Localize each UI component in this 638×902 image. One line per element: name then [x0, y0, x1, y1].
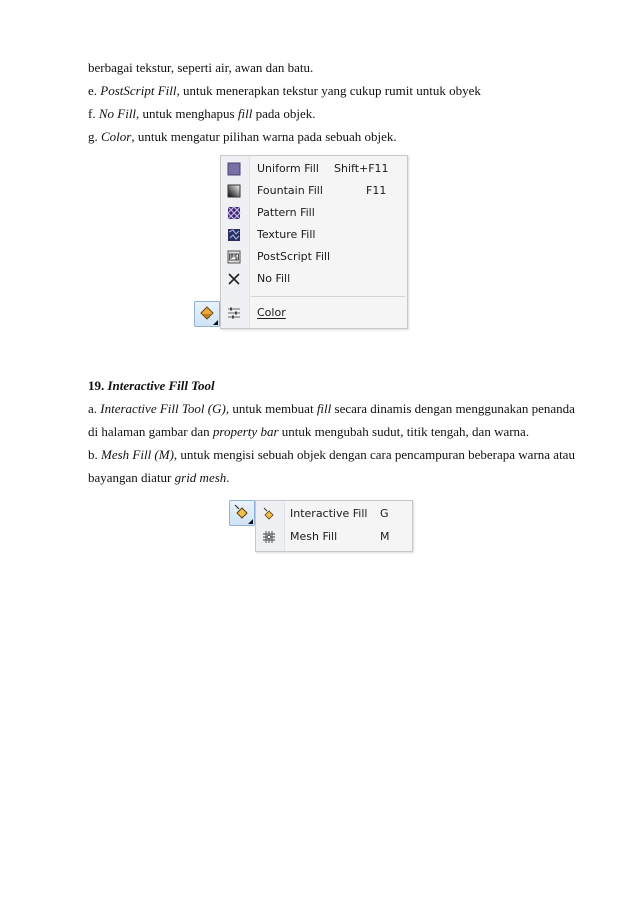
menu-item-shortcut: G — [380, 507, 389, 520]
item-b-term: Mesh Fill (M) — [101, 447, 174, 462]
menu-item-mesh-fill[interactable] — [256, 526, 412, 548]
menu-item-no-fill[interactable] — [221, 268, 407, 290]
item-b-prefix: b. — [88, 447, 101, 462]
item-e-prefix: e. — [88, 83, 101, 98]
item-f-mid: , untuk menghapus — [136, 106, 238, 121]
section-19-heading — [88, 378, 608, 394]
paragraph-item-b — [88, 447, 608, 463]
mesh-fill-icon — [262, 530, 276, 544]
menu-item-label: PostScript Fill — [257, 250, 331, 263]
menu-item-uniform-fill[interactable] — [221, 158, 407, 180]
item-e-term: PostScript Fill — [100, 83, 177, 98]
paragraph-item-a — [88, 401, 608, 417]
interactive-fill-tool-button[interactable] — [229, 500, 255, 526]
interactive-fill-flyout-menu — [229, 500, 412, 552]
fill-menu-panel — [220, 155, 408, 329]
item-f-term: No Fill — [98, 106, 137, 121]
interactive-fill-icon — [262, 507, 276, 521]
heading-title: Interactive Fill Tool — [107, 378, 215, 393]
item-a-line2-text: untuk mengubah sudut, titik tengah, dan warna. — [278, 424, 530, 439]
menu-item-label: Color — [257, 306, 286, 319]
menu-item-label: Uniform Fill — [257, 162, 319, 175]
menu-item-label: Pattern Fill — [257, 206, 315, 219]
item-a-text: secara dinamis dengan menggunakan penanda — [331, 401, 575, 416]
menu-item-label: Interactive Fill — [290, 507, 368, 520]
paragraph-line-1 — [88, 60, 608, 76]
heading-number: 19. — [88, 378, 108, 393]
item-e-text: , untuk menerapkan tekstur yang cukup rumit untuk obyek — [176, 83, 481, 98]
item-a-term: Interactive Fill Tool (G) — [100, 401, 226, 416]
item-a-prefix: a. — [88, 401, 101, 416]
menu-item-pattern-fill[interactable] — [221, 202, 407, 224]
paragraph-item-e — [88, 83, 608, 99]
item-g-text: , untuk mengatur pilihan warna pada sebuah objek. — [131, 129, 397, 144]
menu-item-label: Mesh Fill — [290, 530, 338, 543]
interactive-fill-menu-panel — [255, 500, 413, 552]
item-g-prefix: g. — [88, 129, 101, 144]
item-b-text: , untuk mengisi sebuah objek dengan cara pencampuran beberapa warna atau — [173, 447, 575, 462]
text-tekstur: berbagai tekstur, seperti air, awan dan batu. — [88, 60, 314, 75]
item-a-term2: fill — [316, 401, 332, 416]
item-a-mid: , untuk membuat — [225, 401, 317, 416]
item-a-line2-pre: di halaman gambar dan — [88, 424, 213, 439]
menu-item-shortcut: M — [380, 530, 390, 543]
item-b-line2-term: grid mesh — [174, 470, 227, 485]
fountain-fill-icon — [227, 184, 241, 198]
menu-separator — [251, 296, 405, 297]
menu-item-label: No Fill — [257, 272, 291, 285]
fill-flyout-menu — [194, 155, 407, 328]
item-f-prefix: f. — [88, 106, 99, 121]
paragraph-item-f — [88, 106, 608, 122]
menu-item-texture-fill[interactable] — [221, 224, 407, 246]
item-f-term2: fill — [237, 106, 253, 121]
menu-item-shortcut: Shift+F11 — [334, 162, 389, 175]
no-fill-icon — [227, 272, 241, 286]
pattern-fill-icon — [227, 206, 241, 220]
uniform-fill-icon — [227, 162, 241, 176]
menu-item-color[interactable] — [221, 302, 407, 324]
color-icon — [227, 306, 241, 320]
paragraph-item-b-line-2 — [88, 470, 608, 486]
menu-item-fountain-fill[interactable] — [221, 180, 407, 202]
item-f-text: pada objek. — [252, 106, 316, 121]
menu-item-postscript-fill[interactable] — [221, 246, 407, 268]
postscript-fill-icon — [227, 250, 241, 264]
item-b-line2-pre: bayangan diatur — [88, 470, 175, 485]
menu-item-shortcut: F11 — [366, 184, 387, 197]
fill-tool-button[interactable] — [194, 301, 220, 327]
item-g-term: Color — [101, 129, 132, 144]
item-a-line2-term: property bar — [212, 424, 279, 439]
menu-item-label: Texture Fill — [257, 228, 316, 241]
texture-fill-icon — [227, 228, 241, 242]
menu-item-label: Fountain Fill — [257, 184, 323, 197]
paragraph-item-g — [88, 129, 608, 145]
item-b-line2-text: . — [226, 470, 230, 485]
menu-item-interactive-fill[interactable] — [256, 503, 412, 525]
paragraph-item-a-line-2 — [88, 424, 608, 440]
